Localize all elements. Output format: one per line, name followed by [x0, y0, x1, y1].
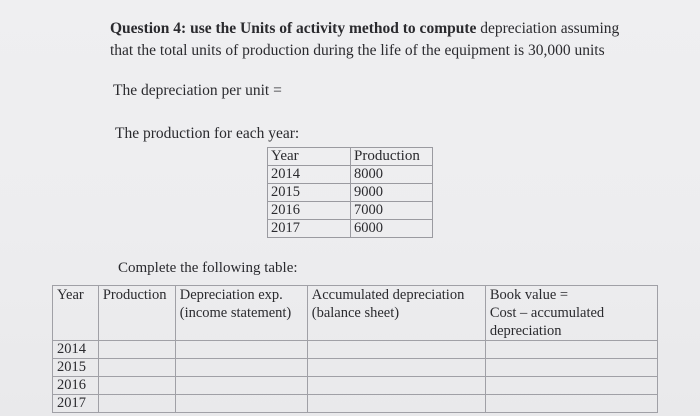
header-year: Year — [268, 148, 351, 166]
header-depreciation-expense — [175, 286, 307, 341]
header-production: Production — [351, 148, 433, 166]
question-rest: depreciation assuming — [480, 20, 620, 37]
depreciation-table — [52, 285, 658, 413]
table-row — [53, 395, 658, 413]
table-row — [53, 341, 658, 359]
cell-year: 2016 — [53, 377, 99, 395]
cell-depreciation-expense[interactable] — [175, 341, 307, 359]
table-row — [268, 166, 433, 184]
header-production: Production — [98, 286, 175, 341]
cell-year: 2014 — [268, 166, 351, 184]
cell-depreciation-expense[interactable] — [175, 359, 307, 377]
cell-year: 2017 — [53, 395, 99, 413]
cell-production[interactable] — [98, 359, 175, 377]
cell-depreciation-expense[interactable] — [175, 395, 307, 413]
header-accumulated-depreciation — [307, 286, 485, 341]
cell-accumulated-depreciation[interactable] — [307, 341, 485, 359]
question-label: Question 4: — [110, 20, 187, 37]
cell-accumulated-depreciation[interactable] — [307, 377, 485, 395]
cell-book-value[interactable] — [485, 395, 657, 413]
production-table-header — [268, 148, 433, 166]
table-row — [268, 184, 433, 202]
cell-production[interactable] — [98, 395, 175, 413]
cell-production: 7000 — [351, 202, 433, 220]
table-row — [268, 220, 433, 238]
question-title — [110, 20, 619, 38]
cell-depreciation-expense[interactable] — [175, 377, 307, 395]
question-line2: that the total units of production during the life of the equipment is 30,000 units — [110, 42, 605, 59]
depreciation-table-header — [53, 286, 658, 341]
cell-production[interactable] — [98, 341, 175, 359]
depreciation-per-unit-label: The depreciation per unit = — [113, 82, 282, 99]
cell-production: 9000 — [351, 184, 433, 202]
question-instruction: use the Units of activity method to compute — [190, 20, 477, 37]
table-row — [53, 377, 658, 395]
production-intro: The production for each year: — [115, 125, 300, 142]
cell-year: 2015 — [53, 359, 99, 377]
cell-book-value[interactable] — [485, 359, 657, 377]
header-book-line3: depreciation — [489, 323, 562, 339]
table-row — [268, 202, 433, 220]
cell-production: 6000 — [351, 220, 433, 238]
header-year: Year — [53, 286, 99, 341]
cell-year: 2014 — [53, 341, 99, 359]
cell-year: 2017 — [268, 220, 351, 238]
cell-year: 2016 — [268, 202, 351, 220]
table-row — [53, 359, 658, 377]
header-book-line2: Cost – accumulated — [489, 305, 605, 321]
cell-production: 8000 — [351, 166, 433, 184]
header-dep-line2: (income statement) — [179, 305, 292, 321]
header-dep-line1: Depreciation exp. — [179, 287, 283, 303]
header-acc-line2: (balance sheet) — [311, 305, 400, 321]
header-acc-line1: Accumulated depreciation — [311, 287, 465, 303]
production-table — [267, 147, 433, 238]
cell-production[interactable] — [98, 377, 175, 395]
cell-book-value[interactable] — [485, 377, 657, 395]
cell-book-value[interactable] — [485, 341, 657, 359]
cell-accumulated-depreciation[interactable] — [307, 359, 485, 377]
complete-table-label: Complete the following table: — [118, 260, 298, 276]
header-book-value — [485, 286, 657, 341]
cell-accumulated-depreciation[interactable] — [307, 395, 485, 413]
cell-year: 2015 — [268, 184, 351, 202]
header-book-line1: Book value = — [489, 287, 569, 303]
